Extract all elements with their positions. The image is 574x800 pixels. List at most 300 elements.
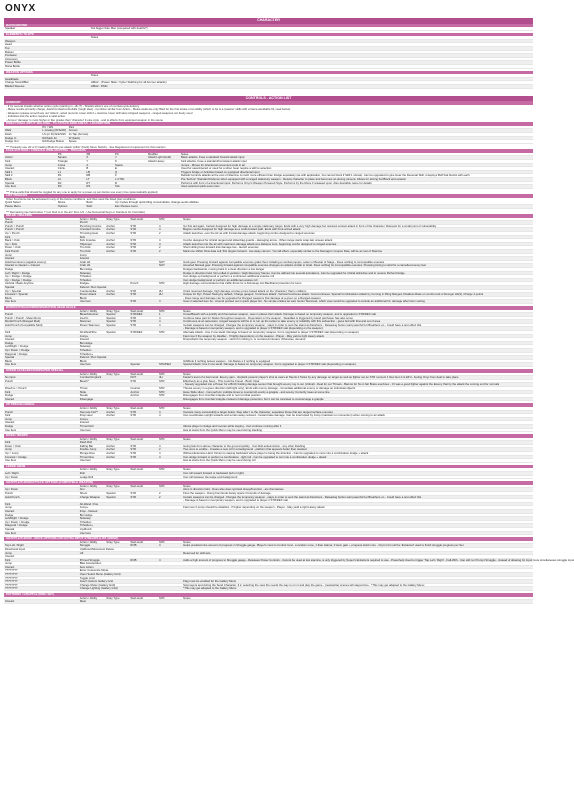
table-cell: Trihoiden: [79, 348, 92, 353]
table-cell: Kick attacks. Fuse a standard/Consistent attack input: [180, 159, 247, 164]
table-cell: Start: [86, 203, 93, 208]
table-cell: Gift/Dole if nothing leaves weapon - Init-Status-s if nothing is equipped: [183, 358, 271, 363]
table-cell: [129, 353, 158, 356]
table-cell: [158, 499, 182, 502]
table-cell: [182, 524, 533, 527]
table-cell: [105, 459, 129, 462]
table-cell: Roll: [79, 471, 85, 476]
table-cell: [129, 600, 158, 603]
table-cell: Dodge in direction held. Non-rolled-in position / High Recovery frames. Can be utilized into several animations, Can be upgraded for critical Hold-dive and to receive Perfect Dodge: [183, 270, 405, 275]
table-cell: Up / Down: [5, 474, 19, 479]
table-cell: Anchor: [106, 451, 116, 456]
table-cell: Stray Type: [106, 595, 120, 600]
table-cell: Punch: [130, 281, 139, 286]
table-cell: Grab Hit: [79, 263, 91, 268]
table-cell: [105, 528, 129, 531]
table-cell: Y: [86, 159, 89, 164]
table-cell: [105, 272, 129, 275]
table-cell: Interact: [5, 166, 15, 171]
title-band-character: CHARACTER: [4, 18, 533, 24]
table-cell: 2: [158, 494, 161, 499]
table-cell: [182, 528, 533, 531]
table-cell: [129, 532, 158, 535]
table-cell: [129, 548, 158, 551]
table-cell: [4, 310, 79, 313]
table-cell: Skill 1: [5, 169, 13, 174]
table-cell: Anchor: [106, 409, 116, 414]
table-cell: [105, 356, 129, 359]
action-table: [4, 373, 533, 402]
table-cell: [105, 345, 129, 348]
table-cell: [147, 174, 180, 177]
table-cell: Triangle: [57, 159, 68, 164]
table-cell: Action / Ability: [79, 539, 98, 544]
table-cell: Notes: [183, 539, 191, 544]
table-cell: STR: [158, 371, 165, 376]
table-cell: Vertical / Bash Anytime: [5, 281, 34, 286]
table-cell: Dodge+: [79, 281, 90, 286]
table-cell: Action / Ability: [79, 595, 98, 600]
table-cell: Ice-Fin: [79, 315, 89, 320]
table-cell: Double Jump: [79, 447, 97, 452]
table-cell: 4H: [158, 375, 163, 380]
table-cell: Burnsidge: [79, 266, 93, 271]
table-cell: Special: [106, 322, 116, 327]
table-cell: STR/DEX: [130, 312, 143, 317]
table-cell: STR: [158, 330, 165, 335]
table-cell: [129, 418, 158, 421]
table-cell: 4: [158, 451, 161, 456]
table-cell: [129, 499, 158, 502]
table-cell: Jump+: [79, 416, 89, 421]
table-cell: 2: [158, 491, 161, 495]
table-cell: [129, 524, 158, 527]
table-cell: Up > Punch: [5, 231, 20, 236]
action-table: [4, 310, 533, 368]
table-cell: Can dodge up background or perform a continuous additional evasive roll: [183, 274, 274, 279]
table-cell: STR: [130, 223, 136, 228]
table-cell: [105, 297, 129, 300]
table-cell: Jump: [79, 252, 87, 257]
table-cell: STR: [158, 281, 165, 286]
table-cell: Kick: [79, 234, 86, 239]
table-cell: PC / WS: [42, 124, 54, 129]
table-cell: Special: [130, 362, 140, 367]
table-cell: Stray Type: [106, 371, 120, 376]
table-cell: [105, 499, 129, 502]
table-cell: Action: [5, 155, 13, 160]
table-cell: Special: [5, 180, 15, 185]
table-cell: ????????: [5, 579, 18, 584]
table-cell: Trihoiden: [79, 274, 92, 279]
table-cell: 4: [158, 238, 161, 243]
table-cell: STR: [158, 393, 165, 398]
table-cell: Anchor: [106, 223, 116, 228]
table-cell: Start-Hold: [130, 539, 143, 544]
table-cell: [158, 524, 182, 527]
table-cell: Can roll between the ledge end background: [183, 474, 238, 479]
table-cell: [4, 597, 79, 600]
table-cell: Bike Acceleration: [79, 561, 102, 566]
table-cell: Has at starts from the Quick Menu may be used during roll: [183, 458, 256, 463]
table-cell: [90, 43, 533, 46]
table-cell: RS: [86, 184, 91, 189]
table-cell: Use Item: [5, 184, 17, 189]
table-cell: Use Item: [79, 458, 91, 463]
table-cell: Up-Bomb: [79, 526, 92, 531]
table-cell: Punch: [5, 312, 13, 317]
table-cell: [105, 335, 129, 338]
table-cell: Diagonal > Dodge: [5, 523, 28, 528]
table-cell: [158, 297, 182, 300]
table-cell: Use Item: [5, 299, 17, 304]
table-cell: [129, 528, 158, 531]
section-header: ELEMENTS / SLOTS: [4, 33, 533, 37]
action-table: [4, 468, 533, 479]
table-cell: [105, 387, 129, 390]
table-cell: 2x Tap (Arrows): [68, 131, 89, 136]
table-cell: STR: [130, 454, 136, 459]
table-cell: Forward > Dodge: [5, 454, 27, 459]
table-cell: [147, 167, 180, 170]
table-cell: STR: [130, 241, 136, 246]
table-cell: 4: [158, 413, 161, 418]
table-cell: Jump: [5, 333, 12, 338]
action-table: [4, 438, 533, 463]
table-cell: STR/DEX: [130, 330, 143, 335]
table-cell: Interact to interact + Interact: [5, 263, 40, 268]
table-cell: Use Item: [5, 458, 17, 463]
table-cell: Punch > Punch: [5, 227, 25, 232]
table-cell: Defend / Run Special: [79, 284, 107, 289]
table-cell: Dodge: [5, 423, 14, 428]
table-cell: [182, 418, 533, 421]
table-cell: Notes: [183, 371, 191, 376]
table-cell: [158, 562, 182, 565]
table-cell: Kick: [5, 413, 11, 418]
table-cell: R: [114, 180, 118, 185]
section-header: GRAPPLE/THROW - MOVE OPTIONS FOR EXTRA INPUT STREAMS (LIST ADDED): [4, 537, 533, 541]
table-cell: Falling Bar: [79, 443, 94, 448]
table-cell: Interact: [5, 337, 15, 342]
table-cell: Square: [57, 155, 67, 160]
table-cell: [182, 510, 533, 513]
table-cell: Trihoiden+: [79, 523, 93, 528]
table-cell: [158, 356, 182, 359]
table-cell: Start-Hold: [130, 467, 143, 472]
table-cell: Mark:one shifter thins data cell, 50x targets forward - low-away cannon. You fall effect, especially similar to the Damage's Coupon Raw, will be at cost of Stamina: [183, 249, 382, 253]
table-cell: [147, 171, 180, 174]
table-cell: STR: [130, 231, 136, 236]
table-cell: STR: [130, 315, 136, 320]
table-cell: STR: [130, 245, 136, 250]
table-cell: [182, 345, 533, 348]
table-cell: Start-Hold: [130, 405, 143, 410]
table-cell: Nervode Fist**: [79, 409, 98, 414]
table-cell: STR: [130, 299, 136, 304]
table-cell: [129, 506, 158, 509]
table-cell: Defend / Run Special: [79, 355, 107, 360]
table-cell: [158, 345, 182, 348]
summary-note: *** Prima-calls that should be toggled for any one to apply for a power-up per-button use every time (automatically applied): [6, 189, 158, 194]
table-cell: [105, 380, 129, 383]
table-cell: Jump: [5, 416, 12, 421]
table-cell: Combo designed for critical ranged and slide/drag guards - damaging arrow - When range starts wrap last unseen attack: [183, 238, 333, 243]
table-cell: Block: [79, 295, 87, 300]
table-cell: STR: [130, 288, 136, 293]
table-cell: [105, 600, 129, 603]
table-cell: Up > Dodge > Dodge: [5, 277, 32, 282]
table-cell: [182, 569, 533, 572]
table-cell: [129, 254, 158, 257]
section-header: GRAPPLE/THROW/ATTACK OPTIONS (COMPATIBLE WEAPON): [4, 481, 533, 485]
table-cell: Kick: [5, 440, 11, 445]
table-cell: Dodge: [5, 340, 14, 345]
table-cell: [4, 438, 79, 441]
table-cell: Dodge: [5, 266, 14, 271]
table-cell: STR: [130, 451, 136, 456]
table-cell: Fast core if the weapon by disabler - If highly dependency on the weapon - Player - May yield a right Heavy attack: [183, 333, 325, 338]
table-cell: Reserved for skill axis: [183, 550, 211, 555]
table-cell: [182, 600, 533, 603]
table-cell: Action / Ability: [79, 483, 98, 488]
table-cell: Notes: [183, 308, 191, 313]
table-cell: Disengages from Combat Grapple instead of damage protection, but it can be canceled to countersiege a grapple: [183, 396, 324, 401]
table-cell: STR: [158, 389, 165, 394]
summary-note: - If for several shields whether action cycle (starting in ~3k (?) - Shields allow it one of combat-cycle delivery: [6, 103, 140, 108]
table-cell: A: [86, 162, 89, 167]
table-cell: ????????: [5, 575, 18, 580]
table-cell: Aims in direction held - Does also does sprinted sheep/Function - are themselves: [183, 487, 284, 492]
table-cell: 4: [158, 443, 161, 448]
table-cell: Footwear: [5, 53, 17, 58]
table-cell: [92, 129, 533, 132]
table-cell: STR: [158, 436, 165, 441]
table-cell: Weapon: [5, 38, 16, 43]
table-cell: STR: [130, 238, 136, 243]
table-cell: Interact: [5, 599, 15, 604]
table-cell: Certain weapons can be charged. Charges the temporary weapon - stays in order to sent the stand at distortions - Releasing button wait powerful but Breathers on - Could have a text effect this: [183, 322, 422, 327]
table-cell: Action / Ability: [79, 308, 98, 313]
table-cell: STR/DEX: [158, 362, 172, 367]
table-cell: Have Slide sliver - Can perform multiple times to counterroll evenly a grapple - and enemy Correctly loses at some line: [183, 389, 330, 394]
table-cell: Power Slammer: [79, 322, 100, 327]
summary-note: - Armour 'damage' is most higher or like grades than 'character' if-else style - and is affects from equipped weapon in the scene: [6, 117, 163, 122]
table-cell: Skill 2: [5, 173, 13, 178]
action-table: [4, 597, 533, 604]
table-cell: [158, 221, 182, 224]
table-cell: Dash Roll: [79, 440, 92, 445]
table-cell: Allows player to dodge and reverse while staying - Can continue running after it: [183, 423, 282, 428]
table-cell: [105, 562, 129, 565]
table-cell: Use Item: [79, 427, 91, 432]
table-cell: Toggle Limit: [79, 575, 95, 580]
table-cell: Interact: [79, 420, 90, 425]
table-cell: Special: [106, 494, 116, 499]
table-cell: Notes: [183, 436, 191, 441]
table-cell: Notes: [180, 151, 189, 156]
table-cell: [129, 562, 158, 565]
table-cell: [158, 342, 182, 345]
table-cell: Sidestep: [79, 270, 91, 275]
table-cell: STR: [158, 385, 165, 390]
table-cell: Up / Down: [5, 487, 19, 492]
table-cell: Arrows: [68, 128, 78, 133]
table-cell: Interact: [5, 554, 15, 559]
table-cell: STR: [158, 405, 165, 410]
table-cell: Helps predetermine amount of progress in Struggle gauge. Player's must to Control it-ral - a random none, 1 than Hatma, 0 stem gain + progress Hold more - Onyx's bit until be 'Extracted' used to finish struggle progress per Set: [183, 543, 464, 548]
table-cell: [158, 566, 182, 569]
table-cell: L2: [57, 177, 61, 181]
table-cell: Bladed Sleeves: [5, 84, 25, 88]
table-cell: [129, 573, 158, 576]
table-cell: STR: [158, 216, 165, 221]
table-cell: Jump+: [79, 333, 89, 338]
table-cell: Space: [114, 162, 123, 167]
table-cell: [105, 394, 129, 397]
table-cell: [129, 503, 158, 506]
table-cell: Start-Hold: [130, 216, 143, 221]
table-cell: Pauses menu: [120, 203, 138, 208]
table-cell: [129, 264, 158, 267]
table-cell: - Does range and damage can be upgraded for Ranged weapons that damage at a given on a Ranged-weapon: [183, 295, 321, 300]
table-cell: L1: [57, 169, 61, 174]
table-cell: *This may get adapted to the Gallery Menu: [183, 586, 237, 591]
table-cell: Down > Kick: [5, 443, 21, 448]
section-header: BURNOUT/SHADOW/DESPERATION GEAR SCALE: [4, 306, 533, 310]
section-header: UP SPECIAL/AERIAL: [4, 403, 533, 407]
table-cell: Special: [106, 312, 116, 317]
table-cell: L-Analog (W/S/AD): [42, 128, 67, 133]
table-cell: STR: [130, 413, 136, 418]
table-cell: Anchor: [106, 413, 116, 418]
table-cell: Punch: [5, 378, 13, 383]
table-cell: [90, 47, 533, 50]
table-cell: [182, 353, 533, 356]
table-cell: Tiltjumper: [79, 241, 92, 246]
table-cell: [158, 272, 182, 275]
table-cell: 2: [158, 245, 161, 250]
table-cell: Thrusting Heel: [79, 231, 98, 236]
table-cell: [182, 573, 533, 576]
table-cell: [105, 275, 129, 278]
table-cell: [105, 360, 129, 363]
table-cell: Attack launches, over the Air as with frontal damage attack, beginning combo designed to ranged enemies: [183, 231, 315, 236]
table-cell: Stray Type: [106, 539, 120, 544]
table-cell: [129, 421, 158, 424]
table-cell: Fires the weapon - Doing from Ends barely space it bounds of damage: [183, 491, 271, 495]
table-cell: Top: [5, 46, 10, 51]
table-cell: [182, 254, 533, 257]
table-cell: [4, 36, 90, 39]
table-cell: [182, 521, 533, 524]
table-cell: Primed Struggle: [79, 557, 100, 562]
table-cell: Can dodge background or perform an additional evasive roll: [183, 277, 258, 282]
table-cell: Dodge: [5, 393, 14, 398]
table-cell: Special: [5, 355, 15, 360]
table-cell: [158, 476, 182, 479]
table-cell: All-Wand/Fire: [79, 330, 97, 335]
table-cell: Burnsidge: [79, 340, 93, 345]
table-cell: Name: [5, 216, 13, 221]
table-cell: ????????: [5, 582, 18, 587]
table-cell: [105, 476, 129, 479]
table-cell: [105, 338, 129, 341]
table-cell: F: [114, 173, 117, 178]
table-cell: [90, 58, 533, 61]
table-cell: [105, 425, 129, 428]
table-cell: Tiro Kick: [79, 249, 91, 253]
table-cell: Punch: [5, 409, 13, 414]
table-cell: Effectively as a glue Seep - This could be Forest - Bush: Deal: [183, 378, 260, 383]
section-spacer: [4, 604, 533, 606]
table-cell: Share: [57, 200, 66, 205]
table-cell: Anchor: [106, 238, 116, 243]
table-cell: No input: [5, 375, 16, 380]
table-cell: Attack launches into the air with maximum damage attack at a distance zero, beginning combo designed to ranged enemies: [183, 241, 337, 246]
table-cell: [129, 272, 158, 275]
table-cell: J: [114, 155, 117, 160]
table-cell: RA/Dodge Button: [42, 139, 65, 144]
table-cell: Without-Extensive Hard, Kimsin to staying backward where player is being the direction - Can be upgraded to more into a combination dodge + attack: [183, 451, 369, 456]
table-cell: - Damage is based on temporary weapon, and is upgraded to player it STR/DEX stat: [183, 498, 288, 503]
action-table: [4, 485, 533, 535]
table-cell: RB: [86, 173, 91, 178]
table-cell: R3: [57, 184, 62, 189]
table-cell: Sidestep: [79, 344, 91, 349]
summary-note: *** Tirelessly use LR or D trading (Built-On per-attack 'within' (back) Move Switch) - See Registered of equipment for this reaction: [6, 144, 166, 149]
table-cell: Interact: [79, 337, 90, 342]
table-cell: [158, 488, 182, 491]
table-cell: 4: [158, 223, 161, 228]
table-cell: 2H: [158, 292, 163, 297]
table-cell: RT: [86, 180, 91, 185]
table-cell: Jump+: [79, 505, 89, 510]
table-cell: Disengage: [79, 396, 94, 401]
table-cell: [158, 521, 182, 524]
table-cell: PC: [114, 151, 119, 156]
table-cell: Throw: [79, 385, 88, 390]
table-cell: Kick: [5, 234, 11, 239]
table-cell: [158, 503, 182, 506]
table-cell: [158, 459, 182, 462]
table-cell: [158, 552, 182, 555]
table-cell: STR: [158, 539, 165, 544]
table-cell: Punch: [79, 220, 88, 225]
table-cell: Combat Dropkick: [79, 375, 102, 380]
table-cell: Interact: [5, 396, 15, 401]
table-cell: Block: [5, 177, 12, 181]
table-cell: [158, 236, 182, 239]
table-cell: Open Select Menu (Gallery Grid): [79, 572, 121, 577]
table-cell: Up > Special: [5, 288, 21, 293]
table-cell: Interact: [79, 256, 90, 261]
table-cell: Crisis reversed damage, high damage counter-prone based attack on the 'character' that is collision: [183, 288, 307, 293]
table-cell: E: [114, 166, 117, 171]
table-cell: R1: [57, 173, 62, 178]
table-cell: Notes: [183, 405, 191, 410]
table-cell: [90, 61, 533, 64]
table-cell: Triggers bridge or Activities based on equipped directional input: [180, 169, 260, 174]
table-cell: Kick Punch: [5, 249, 19, 253]
summary-note: - Melee results primarily charge, dash/combat/combo/kills (rough idea) - Combine similar from Action - Melee weak are only filled for the first stroke of an ability (which to be is a 'passive' skills with a frame-decidable hit, read below): [6, 107, 291, 112]
table-cell: [105, 429, 129, 432]
table-cell: Stray Type: [106, 405, 120, 410]
table-cell: Cross: [57, 162, 66, 167]
table-cell: ROB: [130, 543, 137, 548]
table-cell: [4, 407, 79, 410]
table-cell: Counterstrike: [79, 288, 97, 293]
